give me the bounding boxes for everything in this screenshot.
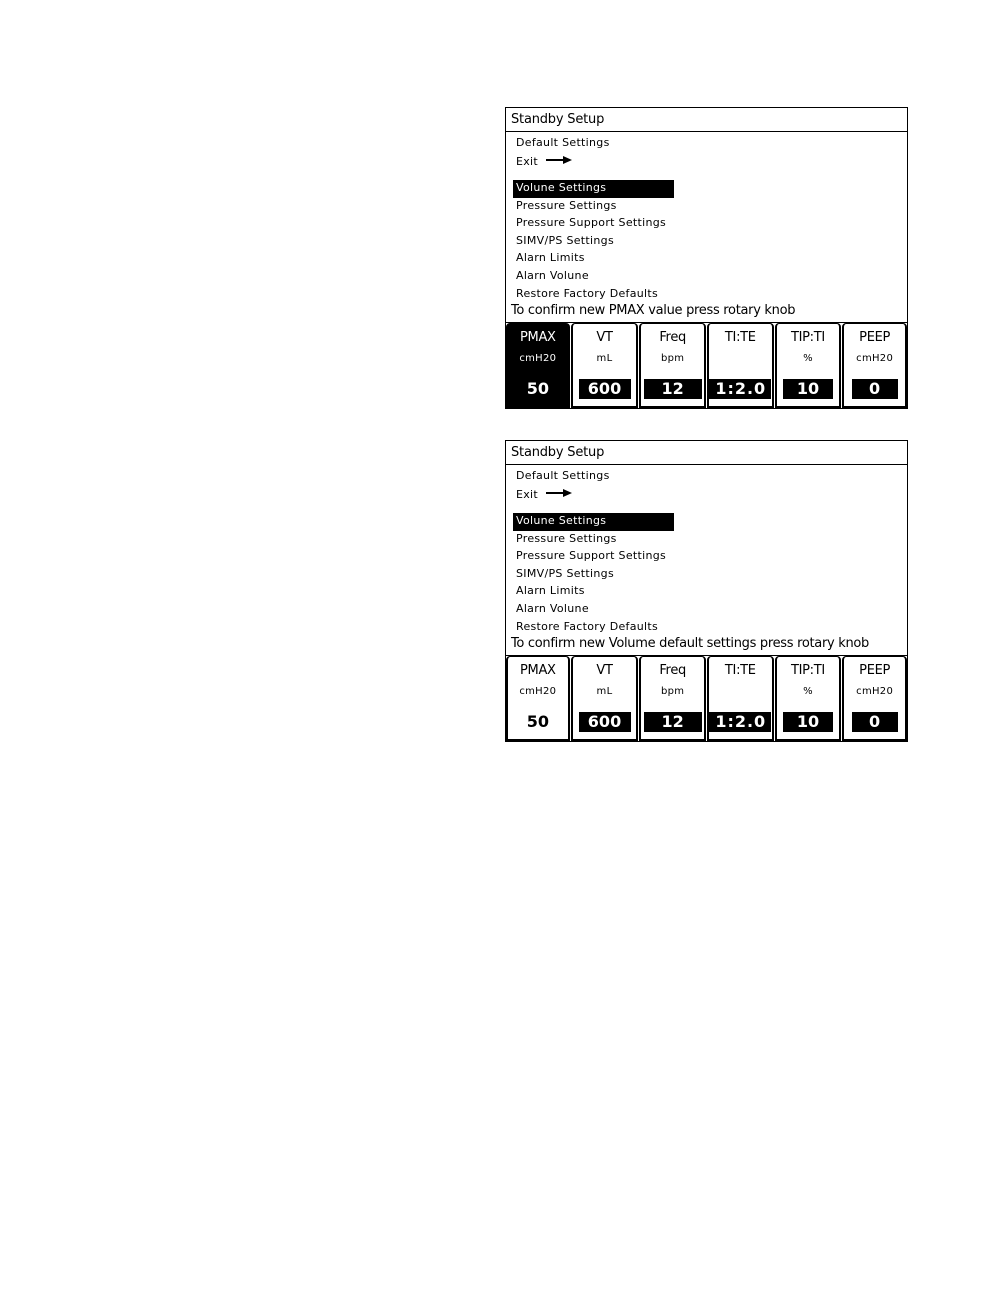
menu-item-alarm-limits[interactable]: Alarn Limits [516, 584, 585, 598]
param-label: PMAX [520, 663, 556, 678]
standby-setup-screen-2 [505, 440, 908, 742]
param-ti-te[interactable] [707, 656, 774, 741]
param-label: PMAX [520, 330, 556, 345]
status-prompt: To confirm new PMAX value press rotary knob [511, 303, 796, 318]
param-freq[interactable] [639, 323, 706, 408]
screen-title: Standby Setup [506, 441, 907, 465]
status-prompt: To confirm new Volume default settings press rotary knob [511, 636, 869, 651]
menu-item-volume-settings[interactable]: Volune Settings [513, 513, 674, 531]
parameter-bar [506, 655, 907, 741]
param-unit: % [803, 686, 813, 697]
menu-item-pressure-settings[interactable]: Pressure Settings [516, 531, 617, 545]
param-value: 1:2.0 [709, 379, 771, 399]
param-pmax[interactable] [506, 323, 570, 408]
param-unit: bpm [660, 353, 685, 364]
param-value: 50 [520, 379, 556, 399]
param-vt[interactable] [571, 656, 639, 741]
param-label: VT [596, 663, 613, 678]
param-value: 12 [644, 379, 702, 399]
param-value: 0 [852, 379, 898, 399]
param-unit: cmH20 [856, 353, 894, 364]
param-value: 600 [579, 712, 631, 732]
param-unit: cmH20 [519, 353, 557, 364]
param-label: PEEP [859, 330, 891, 345]
param-unit: % [803, 353, 813, 364]
exit-menu-item[interactable] [516, 155, 572, 169]
param-unit: cmH20 [856, 686, 894, 697]
param-label: VT [596, 330, 613, 345]
param-value: 50 [526, 712, 549, 731]
menu-item-alarm-volume[interactable]: Alarn Volune [516, 268, 589, 282]
param-unit: mL [596, 353, 613, 364]
menu-item-alarm-limits[interactable]: Alarn Limits [516, 251, 585, 265]
param-ti-te[interactable] [707, 323, 774, 408]
menu-item-pressure-settings[interactable]: Pressure Settings [516, 198, 617, 212]
param-peep[interactable] [842, 323, 907, 408]
menu-item-pressure-support-settings[interactable]: Pressure Support Settings [516, 216, 667, 230]
param-unit: cmH20 [519, 686, 557, 697]
param-unit: bpm [660, 686, 685, 697]
param-value: 0 [852, 712, 898, 732]
menu-item-restore-factory-defaults[interactable]: Restore Factory Defaults [516, 619, 659, 633]
arrow-right-icon [546, 155, 572, 168]
param-freq[interactable] [639, 656, 706, 741]
param-label: Freq [659, 663, 686, 678]
menu-item-restore-factory-defaults[interactable]: Restore Factory Defaults [516, 286, 659, 300]
exit-label: Exit [516, 488, 539, 501]
menu-item-volume-settings[interactable]: Volune Settings [513, 180, 674, 198]
param-label: PEEP [859, 663, 891, 678]
screen-title: Standby Setup [506, 108, 907, 132]
param-label: TI:TE [724, 330, 756, 345]
arrow-right-icon [546, 488, 572, 501]
param-unit: mL [596, 686, 613, 697]
param-value: 10 [783, 379, 833, 399]
param-tip-ti[interactable] [775, 323, 842, 408]
param-value: 600 [579, 379, 631, 399]
parameter-bar [506, 322, 907, 408]
default-settings-heading: Default Settings [516, 136, 610, 149]
exit-menu-item[interactable] [516, 488, 572, 502]
menu-item-pressure-support-settings[interactable]: Pressure Support Settings [516, 549, 667, 563]
param-label: TIP:TI [790, 330, 825, 345]
param-pmax[interactable] [506, 656, 570, 741]
param-label: TIP:TI [790, 663, 825, 678]
param-vt[interactable] [571, 323, 639, 408]
param-peep[interactable] [842, 656, 907, 741]
param-label: TI:TE [724, 663, 756, 678]
default-settings-heading: Default Settings [516, 469, 610, 482]
standby-setup-screen-1 [505, 107, 908, 409]
param-value: 12 [644, 712, 702, 732]
param-value: 1:2.0 [709, 712, 771, 732]
param-label: Freq [659, 330, 686, 345]
menu-item-alarm-volume[interactable]: Alarn Volune [516, 601, 589, 615]
param-tip-ti[interactable] [775, 656, 842, 741]
settings-menu [513, 180, 813, 303]
settings-menu [513, 513, 813, 636]
param-value: 10 [783, 712, 833, 732]
menu-item-simv-ps-settings[interactable]: SIMV/PS Settings [516, 566, 614, 580]
exit-label: Exit [516, 155, 539, 168]
menu-item-simv-ps-settings[interactable]: SIMV/PS Settings [516, 233, 614, 247]
